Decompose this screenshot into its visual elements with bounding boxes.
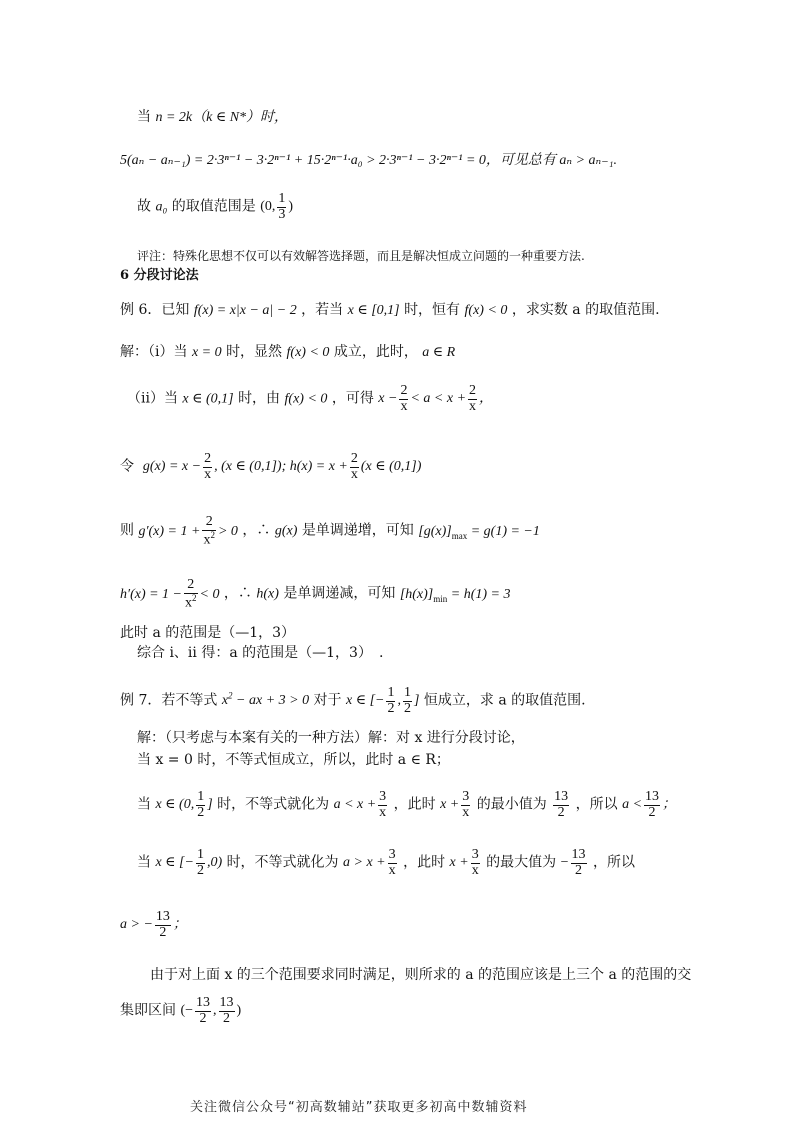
case-n-even-line: [137, 109, 288, 127]
example6-line: [120, 302, 660, 320]
text-decreasing: 是单调递减，可知: [283, 585, 396, 602]
value-neg-13-2: − $\frac{13}{2}$: [560, 847, 586, 878]
h-min: $[h(x)]_{min} = h(1) = 3$: [399, 586, 511, 604]
n-even-condition: n = 2k（k ∈ N*）时，: [155, 110, 289, 125]
text-let: 令: [120, 458, 134, 475]
f-negative-2: f(x) < 0: [286, 345, 330, 360]
intersection-line: [150, 967, 691, 984]
intersection-text: 由于对上面 x 的三个范围要求同时满足，则所求的 a 的范围应该是上三个 a 的范围的交: [150, 967, 692, 983]
text-when-3: 当: [137, 854, 151, 871]
solution-case-ii: [127, 384, 493, 414]
ineq-a-less: a < x + $\frac{3}{x}$: [333, 789, 387, 820]
solution7-text: 解：（只考虑与本案有关的一种方法）解：对 x 进行分段讨论，: [137, 730, 525, 746]
section-heading: [120, 268, 199, 284]
g-of-x: g(x): [274, 523, 298, 539]
final-interval-line: [120, 996, 241, 1026]
domain-positive: x ∈ (0, $\frac{1}{2}$ ]: [155, 789, 213, 820]
text-always: 时，恒有: [404, 302, 461, 318]
final-interval: (− $\frac{13}{2}$ , $\frac{13}{2}$ ): [180, 995, 242, 1026]
expr-x-3x: x + $\frac{3}{x}$: [440, 789, 470, 820]
case-negative-x: [137, 848, 635, 878]
a0-range: (0, $\frac{1}{3}$ ): [260, 191, 294, 222]
text-min-value: 的最小值为: [476, 796, 547, 813]
a0-range-line: [137, 192, 293, 222]
define-g-h-line: [120, 452, 421, 482]
sequence-inequality: 5(aₙ − aₙ₋₁) = 2·3ⁿ⁻¹ − 3·2ⁿ⁻¹ + 15·2ⁿ⁻¹·a₀ > 2·3ⁿ⁻¹ − 3·2ⁿ⁻¹ = 0，可见总有 aₙ > aₙ₋₁.: [120, 153, 617, 168]
f-negative: f(x) < 0: [464, 303, 508, 318]
text-max-value: 的最大值为: [486, 854, 557, 871]
domain-half: x ∈ [− $\frac{1}{2}$ , $\frac{1}{2}$ ]: [346, 685, 420, 716]
solution7-intro: [137, 730, 525, 747]
result-a-less: a < $\frac{13}{2}$ ；: [622, 789, 677, 820]
text-obviously: 时，显然: [226, 344, 283, 360]
text-so: ，所以: [575, 796, 618, 813]
case-x-zero-text: 当 x = 0 时，不等式恒成立，所以，此时 a ∈ R；: [137, 752, 450, 768]
combined-result: [137, 645, 383, 662]
result-a-greater-line: [120, 910, 187, 940]
text-hence: ，∴: [242, 522, 271, 539]
quadratic-inequality: $x^2$ − ax + 3 > 0: [221, 690, 310, 709]
h-of-x: h(x): [256, 586, 279, 602]
text-if: ，若当: [301, 302, 344, 318]
g-derivative-line: [120, 515, 540, 548]
x-zero: x = 0: [191, 345, 222, 360]
solution-case-i: [120, 344, 455, 362]
text-when-2: 当: [137, 796, 151, 813]
g-max: $[g(x)]_{max} = g(1) = -1$: [418, 523, 540, 541]
function-f: f(x) = x|x − a| − 2: [193, 303, 297, 318]
h-derivative-line: [120, 578, 510, 611]
text-interval: 集即区间: [120, 1002, 176, 1019]
text-case-ii: （ii）当: [127, 390, 178, 407]
text-obtain: ，可得: [331, 390, 374, 407]
sequence-inequality-line: [120, 152, 617, 170]
a-bound-inequality: x − $\frac{2}{x}$ < a < x + $\frac{2}{x}$ ，: [378, 383, 494, 414]
comment-text: 评注：特殊化思想不仅可以有效解答选择题，而且是解决恒成立问题的一种重要方法.: [137, 249, 585, 263]
text-from: 时，由: [238, 390, 281, 407]
text-for: 对于: [313, 692, 342, 709]
text-so-2: ，所以: [592, 854, 635, 871]
text-now-2: ，此时: [403, 854, 446, 871]
example7-question: 恒成立，求 a 的取值范围.: [423, 692, 586, 709]
example6-label: 例 6．已知: [120, 302, 190, 318]
g-derivative: g′(x) = 1 + $\frac{2}{x^2}$ > 0: [138, 514, 238, 548]
a0-symbol: a₀: [155, 199, 168, 215]
domain-open-0-1: x ∈ (0,1]: [182, 391, 234, 407]
text-then: 则: [120, 522, 134, 539]
a-range-text: 此时 a 的范围是（—1，3）: [120, 625, 296, 641]
text-now: ，此时: [393, 796, 436, 813]
domain-0-1: x ∈ [0,1]: [347, 303, 400, 318]
result-a-greater: a > − $\frac{13}{2}$ ；: [120, 909, 187, 940]
a-in-r: a ∈ R: [422, 345, 456, 360]
a-range-result: [120, 625, 295, 642]
ineq-a-greater: a > x + $\frac{3}{x}$: [343, 847, 396, 878]
case-x-zero: [137, 752, 450, 769]
text-becomes: 时，不等式就化为: [217, 796, 330, 813]
footer: [190, 1100, 527, 1116]
example6-question: ，求实数 a 的取值范围.: [511, 302, 660, 318]
g-h-definition: g(x) = x − $\frac{2}{x}$ , (x ∈ (0,1]); h(x) = x + $\frac{2}{x}$ (x ∈ (0,1]): [142, 451, 422, 482]
expr-x-3x-2: x + $\frac{3}{x}$: [449, 847, 479, 878]
section-title: 6 分段讨论法: [120, 268, 199, 283]
text-range-is: 的取值范围是: [171, 198, 256, 215]
text-hence-2: ，∴: [223, 585, 252, 602]
text-case-i: 解：（i）当: [120, 344, 188, 360]
text-holds: 成立，此时，: [333, 344, 418, 360]
h-derivative: h′(x) = 1 − $\frac{2}{x^2}$ < 0: [120, 577, 220, 611]
text-therefore: 故: [137, 198, 151, 215]
domain-negative: x ∈ [− $\frac{1}{2}$ ,0): [155, 847, 223, 878]
example7-label: 例 7．若不等式: [120, 692, 218, 709]
text-becomes-2: 时，不等式就化为: [226, 854, 339, 871]
case-positive-x: [137, 790, 676, 820]
example7-line: [120, 686, 586, 716]
text-when: 当: [137, 109, 151, 125]
value-13-2: $\frac{13}{2}$: [554, 789, 569, 820]
f-negative-3: f(x) < 0: [284, 391, 328, 407]
combined-text: 综合 i、ii 得：a 的范围是（—1，3） .: [137, 645, 384, 661]
footer-text: 关注微信公众号“初高数辅站”获取更多初高中数辅资料: [190, 1100, 528, 1115]
comment-line: [137, 249, 585, 263]
text-increasing: 是单调递增，可知: [301, 522, 414, 539]
